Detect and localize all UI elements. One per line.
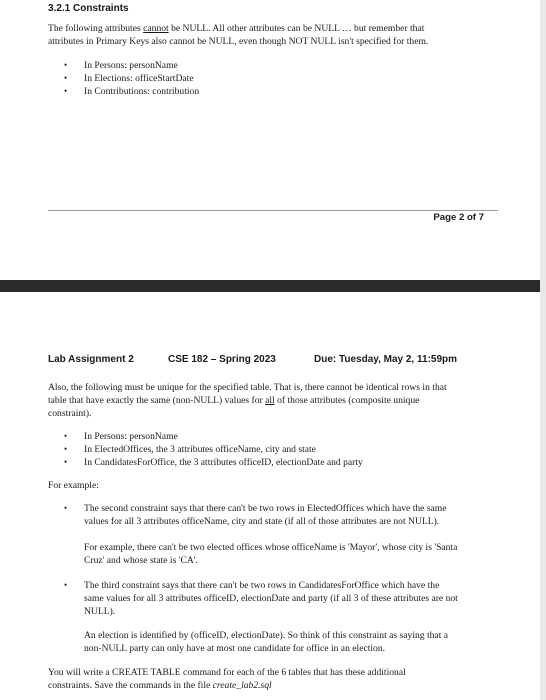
list-item: • In Persons: personName	[64, 60, 178, 71]
document-page-2	[0, 0, 546, 284]
example-list-2	[64, 579, 504, 618]
header-lab: Lab Assignment 2	[48, 354, 134, 365]
bullet-icon: •	[64, 444, 68, 454]
filename: create_lab2.sql	[212, 680, 272, 691]
footer-divider	[48, 210, 498, 211]
page-header	[48, 354, 488, 368]
list-item: • In Persons: personName	[64, 431, 178, 442]
list-item: • In Contributions: contribution	[64, 86, 200, 97]
bullet-icon: •	[64, 503, 68, 513]
bullet-icon: •	[64, 431, 68, 441]
section-heading: 3.2.1 Constraints	[48, 3, 129, 14]
closing-paragraph: You will write a CREATE TABLE command for each of the 6 tables that has these additional constraints. Save the commands in the file create_lab2.sql	[48, 667, 406, 691]
header-due: Due: Tuesday, May 2, 11:59pm	[314, 354, 458, 365]
example-detail-1: For example, there can't be two elected offices whose officeName is 'Mayor', whose city is 'Santa Cruz' and whose state is 'CA'.	[84, 542, 458, 566]
example-detail-2: An election is identified by (officeID, electionDate). So think of this constraint as saying that a non-NULL party can only have at most one candidate for office in an election.	[84, 630, 449, 654]
list-item: • The second constraint says that there can't be two rows in ElectedOffices which have the same values for all 3 attributes officeName, city and state (if all of those attributes are not NULL).	[64, 503, 447, 527]
constraints-intro	[48, 22, 518, 48]
intro-line-2: attributes in Primary Keys also cannot be NULL, even though NOT NULL isn't specified for them.	[48, 36, 429, 47]
list-item: • In CandidatesForOffice, the 3 attributes officeID, electionDate and party	[64, 457, 363, 468]
unique-intro: Also, the following must be unique for the specified table. That is, there cannot be identical rows in that table that have exactly the same (non-NULL) values for all of those attributes (composite unique constraint).	[48, 382, 447, 419]
bullet-icon: •	[64, 73, 68, 83]
list-item: • In ElectedOffices, the 3 attributes officeName, city and state	[64, 444, 316, 455]
bullet-icon: •	[64, 60, 68, 70]
document-page-3	[0, 292, 546, 700]
header-course: CSE 182 – Spring 2023	[168, 354, 276, 365]
bullet-icon: •	[64, 457, 68, 467]
list-item: • In Elections: officeStartDate	[64, 73, 194, 84]
emphasis-all: all	[265, 395, 275, 406]
page-separator	[0, 280, 546, 292]
for-example-label: For example:	[48, 480, 99, 491]
bullet-icon: •	[64, 580, 68, 590]
unique-list	[64, 430, 363, 469]
list-item: • The third constraint says that there can't be two rows in CandidatesForOffice which have the same values for all 3 attributes officeID, electionDate and party (if all 3 of these attributes are not NULL).	[64, 580, 458, 617]
bullet-icon: •	[64, 86, 68, 96]
viewer-edge	[540, 0, 546, 700]
emphasis-cannot: cannot	[143, 23, 169, 34]
not-null-list	[64, 59, 199, 98]
intro-line-1: The following attributes cannot be NULL. All other attributes can be NULL … but remember that	[48, 23, 425, 34]
example-list-1	[64, 502, 504, 528]
page-number: Page 2 of 7	[433, 212, 484, 223]
